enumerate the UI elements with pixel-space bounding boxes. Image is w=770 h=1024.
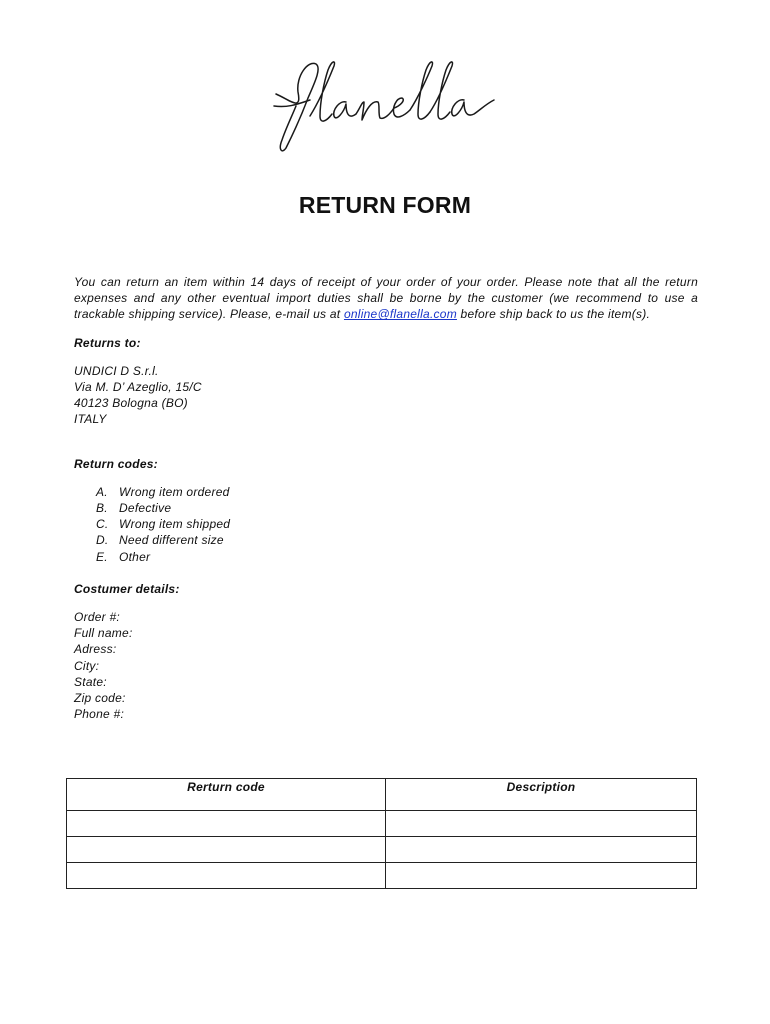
city-field[interactable]: City: <box>74 658 100 673</box>
description-cell[interactable] <box>386 863 697 889</box>
code-label: Wrong item shipped <box>119 517 231 532</box>
full-name-field[interactable]: Full name: <box>74 626 133 641</box>
state-field[interactable]: State: <box>74 674 107 689</box>
intro-paragraph <box>74 274 698 323</box>
list-item <box>96 484 698 500</box>
address-line: UNDICI D S.r.l. <box>74 363 159 378</box>
list-item <box>96 532 698 548</box>
code-letter: C. <box>96 517 109 532</box>
return-codes-heading: Return codes: <box>74 456 158 471</box>
code-letter: A. <box>96 484 108 499</box>
list-item <box>96 516 698 532</box>
code-letter: D. <box>96 533 109 548</box>
description-column-header: Description <box>386 779 697 811</box>
flanella-logo <box>268 54 504 154</box>
table-row <box>67 811 697 837</box>
list-item <box>96 500 698 516</box>
list-item <box>96 549 698 565</box>
code-label: Need different size <box>119 533 224 548</box>
zip-code-field[interactable]: Zip code: <box>74 691 126 706</box>
table-header-row <box>67 779 697 811</box>
return-code-cell[interactable] <box>67 837 386 863</box>
address-line: 40123 Bologna (BO) <box>74 396 188 411</box>
code-label: Wrong item ordered <box>119 484 230 499</box>
return-codes-list <box>74 484 698 565</box>
description-cell[interactable] <box>386 837 697 863</box>
address-line: Via M. D’ Azeglio, 15/C <box>74 380 202 395</box>
customer-details-heading: Costumer details: <box>74 581 180 596</box>
order-number-field[interactable]: Order #: <box>74 610 121 625</box>
code-label: Defective <box>119 501 172 516</box>
return-code-column-header: Rerturn code <box>67 779 386 811</box>
address-line: ITALY <box>74 412 107 427</box>
intro-text: You can return an item within 14 days of receipt of your order of your order. Please note that all the return expenses and any other eventual import duties shall be borne by the customer (we recommend to use a trackable shipping service). Please, e-mail us at <box>74 275 698 322</box>
form-body <box>74 274 698 722</box>
return-code-cell[interactable] <box>67 863 386 889</box>
page-title: RETURN FORM <box>298 192 472 218</box>
returns-to-heading: Returns to: <box>74 335 141 350</box>
description-cell[interactable] <box>386 811 697 837</box>
code-letter: B. <box>96 501 108 516</box>
return-items-table <box>66 778 697 889</box>
intro-text-end: before ship back to us the item(s). <box>456 307 651 322</box>
return-code-cell[interactable] <box>67 811 386 837</box>
table-row <box>67 837 697 863</box>
return-address <box>74 363 698 428</box>
table-row <box>67 863 697 889</box>
customer-fields <box>74 609 698 722</box>
phone-field[interactable]: Phone #: <box>74 707 125 722</box>
email-link[interactable]: online@flanella.com <box>343 307 457 322</box>
flanella-signature-logo <box>268 54 504 154</box>
code-letter: E. <box>96 549 108 564</box>
address-field[interactable]: Adress: <box>74 642 117 657</box>
code-label: Other <box>119 549 151 564</box>
